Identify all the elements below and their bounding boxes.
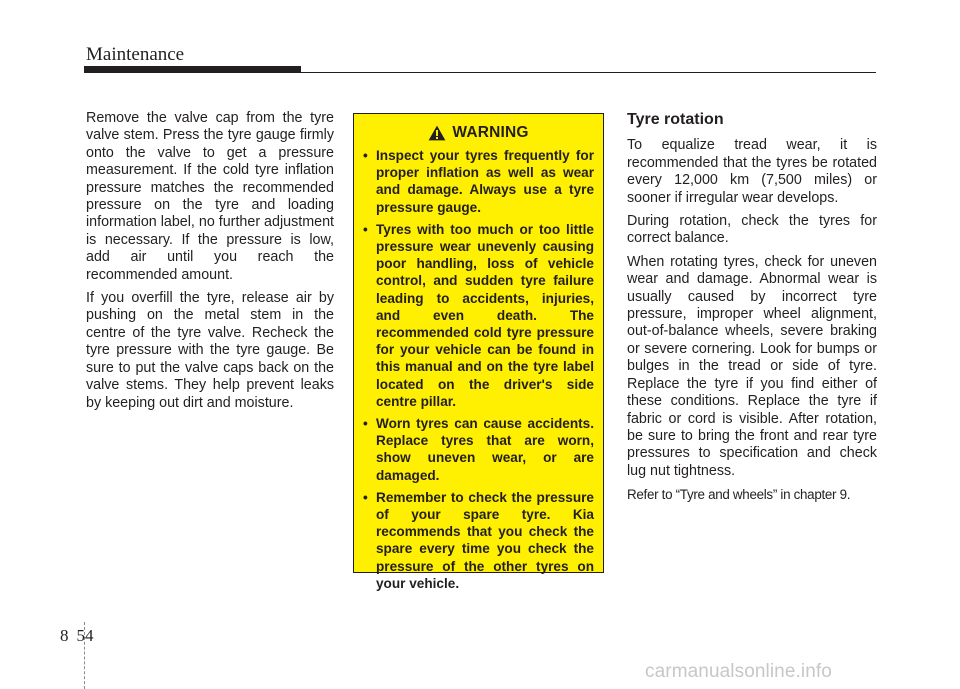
header-rule: [84, 72, 876, 73]
warning-item: • Tyres with too much or too little pressure wear unevenly causing poor handling, loss of vehicle control, and sudden tyre failure leading to accidents, injuries, and even death. The recommended cold tyre pressure for your vehicle can be found in this manual and on the tyre label located on the driver's side centre pillar.: [363, 221, 594, 410]
warning-triangle-icon: [428, 125, 446, 141]
warning-item: • Worn tyres can cause accidents. Replace tyres that are worn, show uneven wear, or are damaged.: [363, 415, 594, 484]
paragraph: When rotating tyres, check for uneven wear and damage. Abnormal wear is usually caused by incorrect tyre pressure, improper wheel alignment, out-of-balance wheels, severe braking or severe cornering. Look for bumps or bulges in the tread or side of tyre. Replace the tyre if you find either of these conditions. Replace the tyre if fabric or cord is visible. After rotation, be sure to bring the front and rear tyre pressures to specification and check lug nut tightness.: [627, 253, 877, 479]
section-heading: Tyre rotation: [627, 111, 724, 128]
page-number: [60, 626, 94, 646]
right-column: [627, 110, 877, 510]
watermark: carmanualsonline.info: [645, 661, 832, 682]
paragraph: During rotation, check the tyres for correct balance.: [627, 213, 877, 247]
paragraph: To equalize tread wear, it is recommended that the tyres be rotated every 12,000 km (7,500 miles) or sooner if irregular wear develops.: [627, 137, 877, 206]
chapter-reference: Refer to “Tyre and wheels” in chapter 9.: [627, 487, 851, 503]
warning-title: WARNING: [452, 124, 529, 141]
paragraph: If you overfill the tyre, release air by pushing on the metal stem in the centre of the tyre valve. Recheck the tyre pressure with the tyre gauge. Be sure to put the valve caps back on the valve stems. They help prevent leaks by keeping out dirt and moisture.: [86, 290, 334, 411]
page-index: 54: [76, 626, 94, 645]
paragraph: Remove the valve cap from the tyre valve stem. Press the tyre gauge firmly onto the valve to get a pressure measurement. If the cold tyre inflation pressure matches the recommended pressure on the tyre and loading information label, no further adjustment is necessary. If the pressure is low, add air until you reach the recommended amount.: [86, 110, 334, 283]
left-column: [86, 110, 334, 418]
warning-header: [363, 124, 594, 142]
warning-item: • Remember to check the pressure of your spare tyre. Kia recommends that you check the spare every time you check the pressure of the other tyres on your vehicle.: [363, 489, 594, 592]
warning-list: [363, 147, 594, 592]
page-section-title: Maintenance: [86, 44, 185, 65]
warning-item: • Inspect your tyres frequently for proper inflation as well as wear and damage. Always use a tyre pressure gauge.: [363, 147, 594, 216]
chapter-number: 8: [60, 626, 69, 645]
warning-box: [353, 113, 604, 591]
